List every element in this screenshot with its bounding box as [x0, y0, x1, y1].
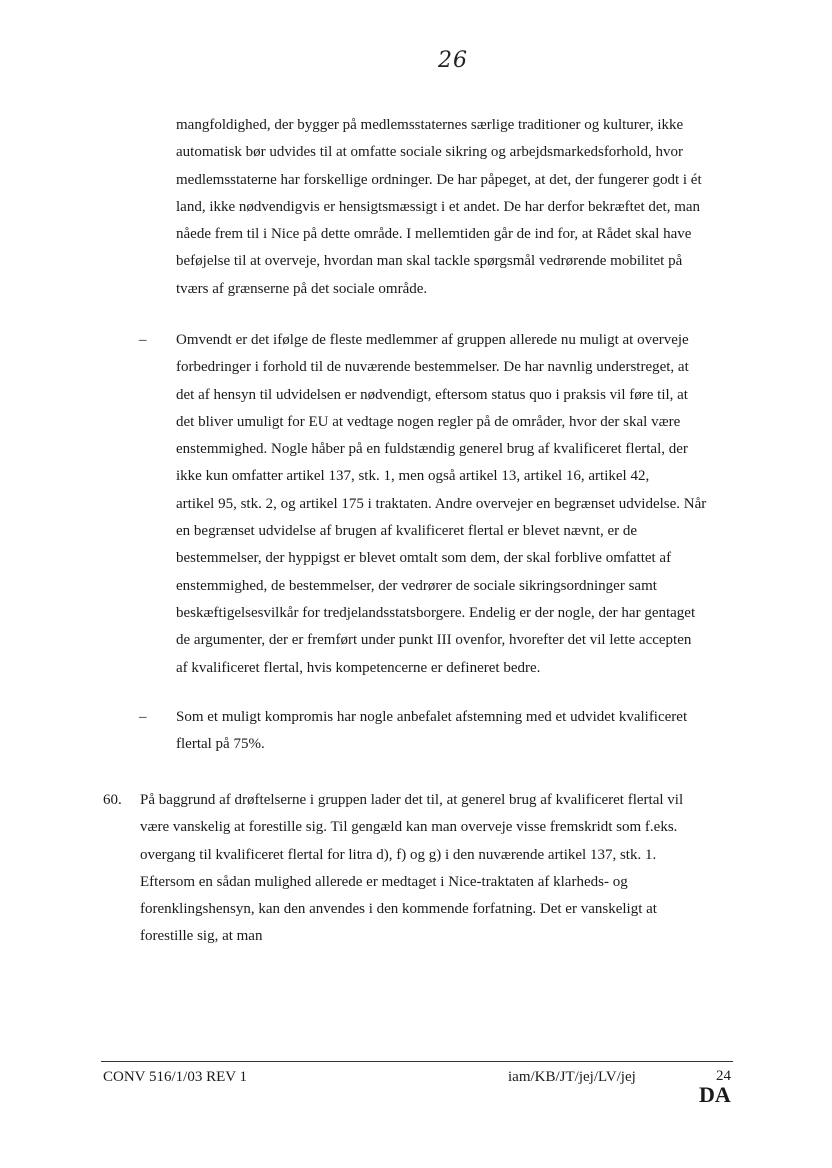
bullet-dash: –	[139, 709, 147, 725]
text-line: enstemmighed. Nogle håber på en fuldstændig generel brug af kvalificeret flertal, der	[176, 441, 688, 458]
paragraph-60	[140, 787, 736, 951]
text-line: Omvendt er det ifølge de fleste medlemmer af gruppen allerede nu muligt at overveje	[176, 332, 689, 348]
bullet-item-majority-view	[176, 327, 736, 682]
text-line: forenklingshensyn, kan den anvendes i den kommende forfatning. Det er vanskeligt at	[140, 901, 657, 918]
text-line: være vanskelig at forestille sig. Til gengæld kan man overveje visse fremskridt som f.eks.	[140, 819, 678, 836]
footer-page-number: 24	[716, 1068, 731, 1084]
text-line: land, ikke nødvendigvis er hensigtsmæssigt i et andet. De har derfor bekræftet det, man	[176, 198, 701, 215]
text-line: beskæftigelsesvilkår for tredjelandsstatsborgere. Endelig er der nogle, der har gentaget	[176, 604, 696, 621]
text-line: Eftersom en sådan mulighed allerede er medtaget i Nice-traktaten af klarheds- og	[140, 873, 628, 890]
footer-initials: iam/KB/JT/jej/LV/jej	[508, 1069, 636, 1085]
text-line: tværs af grænserne på det sociale område.	[176, 280, 428, 297]
text-line: bestemmelser, der hyppigst er blevet omtalt som dem, der skal forblive omfattet af	[176, 550, 672, 567]
text-line: mangfoldighed, der bygger på medlemsstaternes særlige traditioner og kulturer, ikke	[176, 117, 684, 133]
text-line: beføjelse til at overveje, hvordan man skal tackle spørgsmål vedrørende mobilitet på	[176, 253, 683, 270]
text-line: automatisk bør udvides til at omfatte sociale sikring og arbejdsmarkedsforhold, hvor	[176, 144, 683, 161]
handwritten-page-mark: 26	[438, 48, 468, 73]
text-line: medlemsstaterne har forskellige ordninger. De har påpeget, at det, der fungerer godt i ét	[176, 171, 702, 188]
text-line: en begrænset udvidelse af brugen af kvalificeret flertal er blevet nævnt, er de	[176, 523, 638, 540]
text-line: Som et muligt kompromis har nogle anbefalet afstemning med et udvidet kvalificeret	[176, 709, 688, 725]
footer-doc-ref: CONV 516/1/03 REV 1	[103, 1069, 248, 1085]
text-line: af kvalificeret flertal, hvis kompetencerne er defineret bedre.	[176, 659, 541, 676]
text-line: det bliver umuligt for EU at vedtage nogen regler på de områder, hvor der skal være	[176, 413, 681, 430]
text-line: På baggrund af drøftelserne i gruppen lader det til, at generel brug af kvalificeret flertal vil	[140, 792, 684, 808]
text-line: nåede frem til i Nice på dette område. I mellemtiden går de ind for, at Rådet skal have	[176, 226, 692, 243]
text-line: de argumenter, der er fremført under punkt III ovenfor, hvorefter det vil lette accepten	[176, 632, 692, 649]
text-line: enstemmighed, de bestemmelser, der vedrører de sociale sikringsordninger samt	[176, 577, 657, 594]
text-line: artikel 95, stk. 2, og artikel 175 i traktaten. Andre overvejer en begrænset udvidelse. Når	[176, 495, 707, 512]
text-line: forbedringer i forhold til de nuværende bestemmelser. De har navnlig understreget, at	[176, 359, 689, 376]
text-line: det af hensyn til udvidelsen er nødvendigt, eftersom status quo i praksis vil føre til, at	[176, 386, 688, 403]
text-line: forestille sig, at man	[140, 928, 263, 945]
bullet-item-compromise	[176, 704, 736, 759]
paragraph-number: 60.	[103, 792, 122, 808]
text-line: ikke kun omfatter artikel 137, stk. 1, men også artikel 13, artikel 16, artikel 42,	[176, 468, 650, 485]
text-line: flertal på 75%.	[176, 736, 265, 753]
bullet-dash: –	[139, 332, 147, 348]
continued-paragraph	[176, 112, 736, 303]
text-line: overgang til kvalificeret flertal for litra d), f) og g) i den nuværende artikel 137, stk. 1.	[140, 846, 657, 863]
footer-divider	[101, 1061, 733, 1062]
footer-language-code: DA	[699, 1082, 731, 1107]
